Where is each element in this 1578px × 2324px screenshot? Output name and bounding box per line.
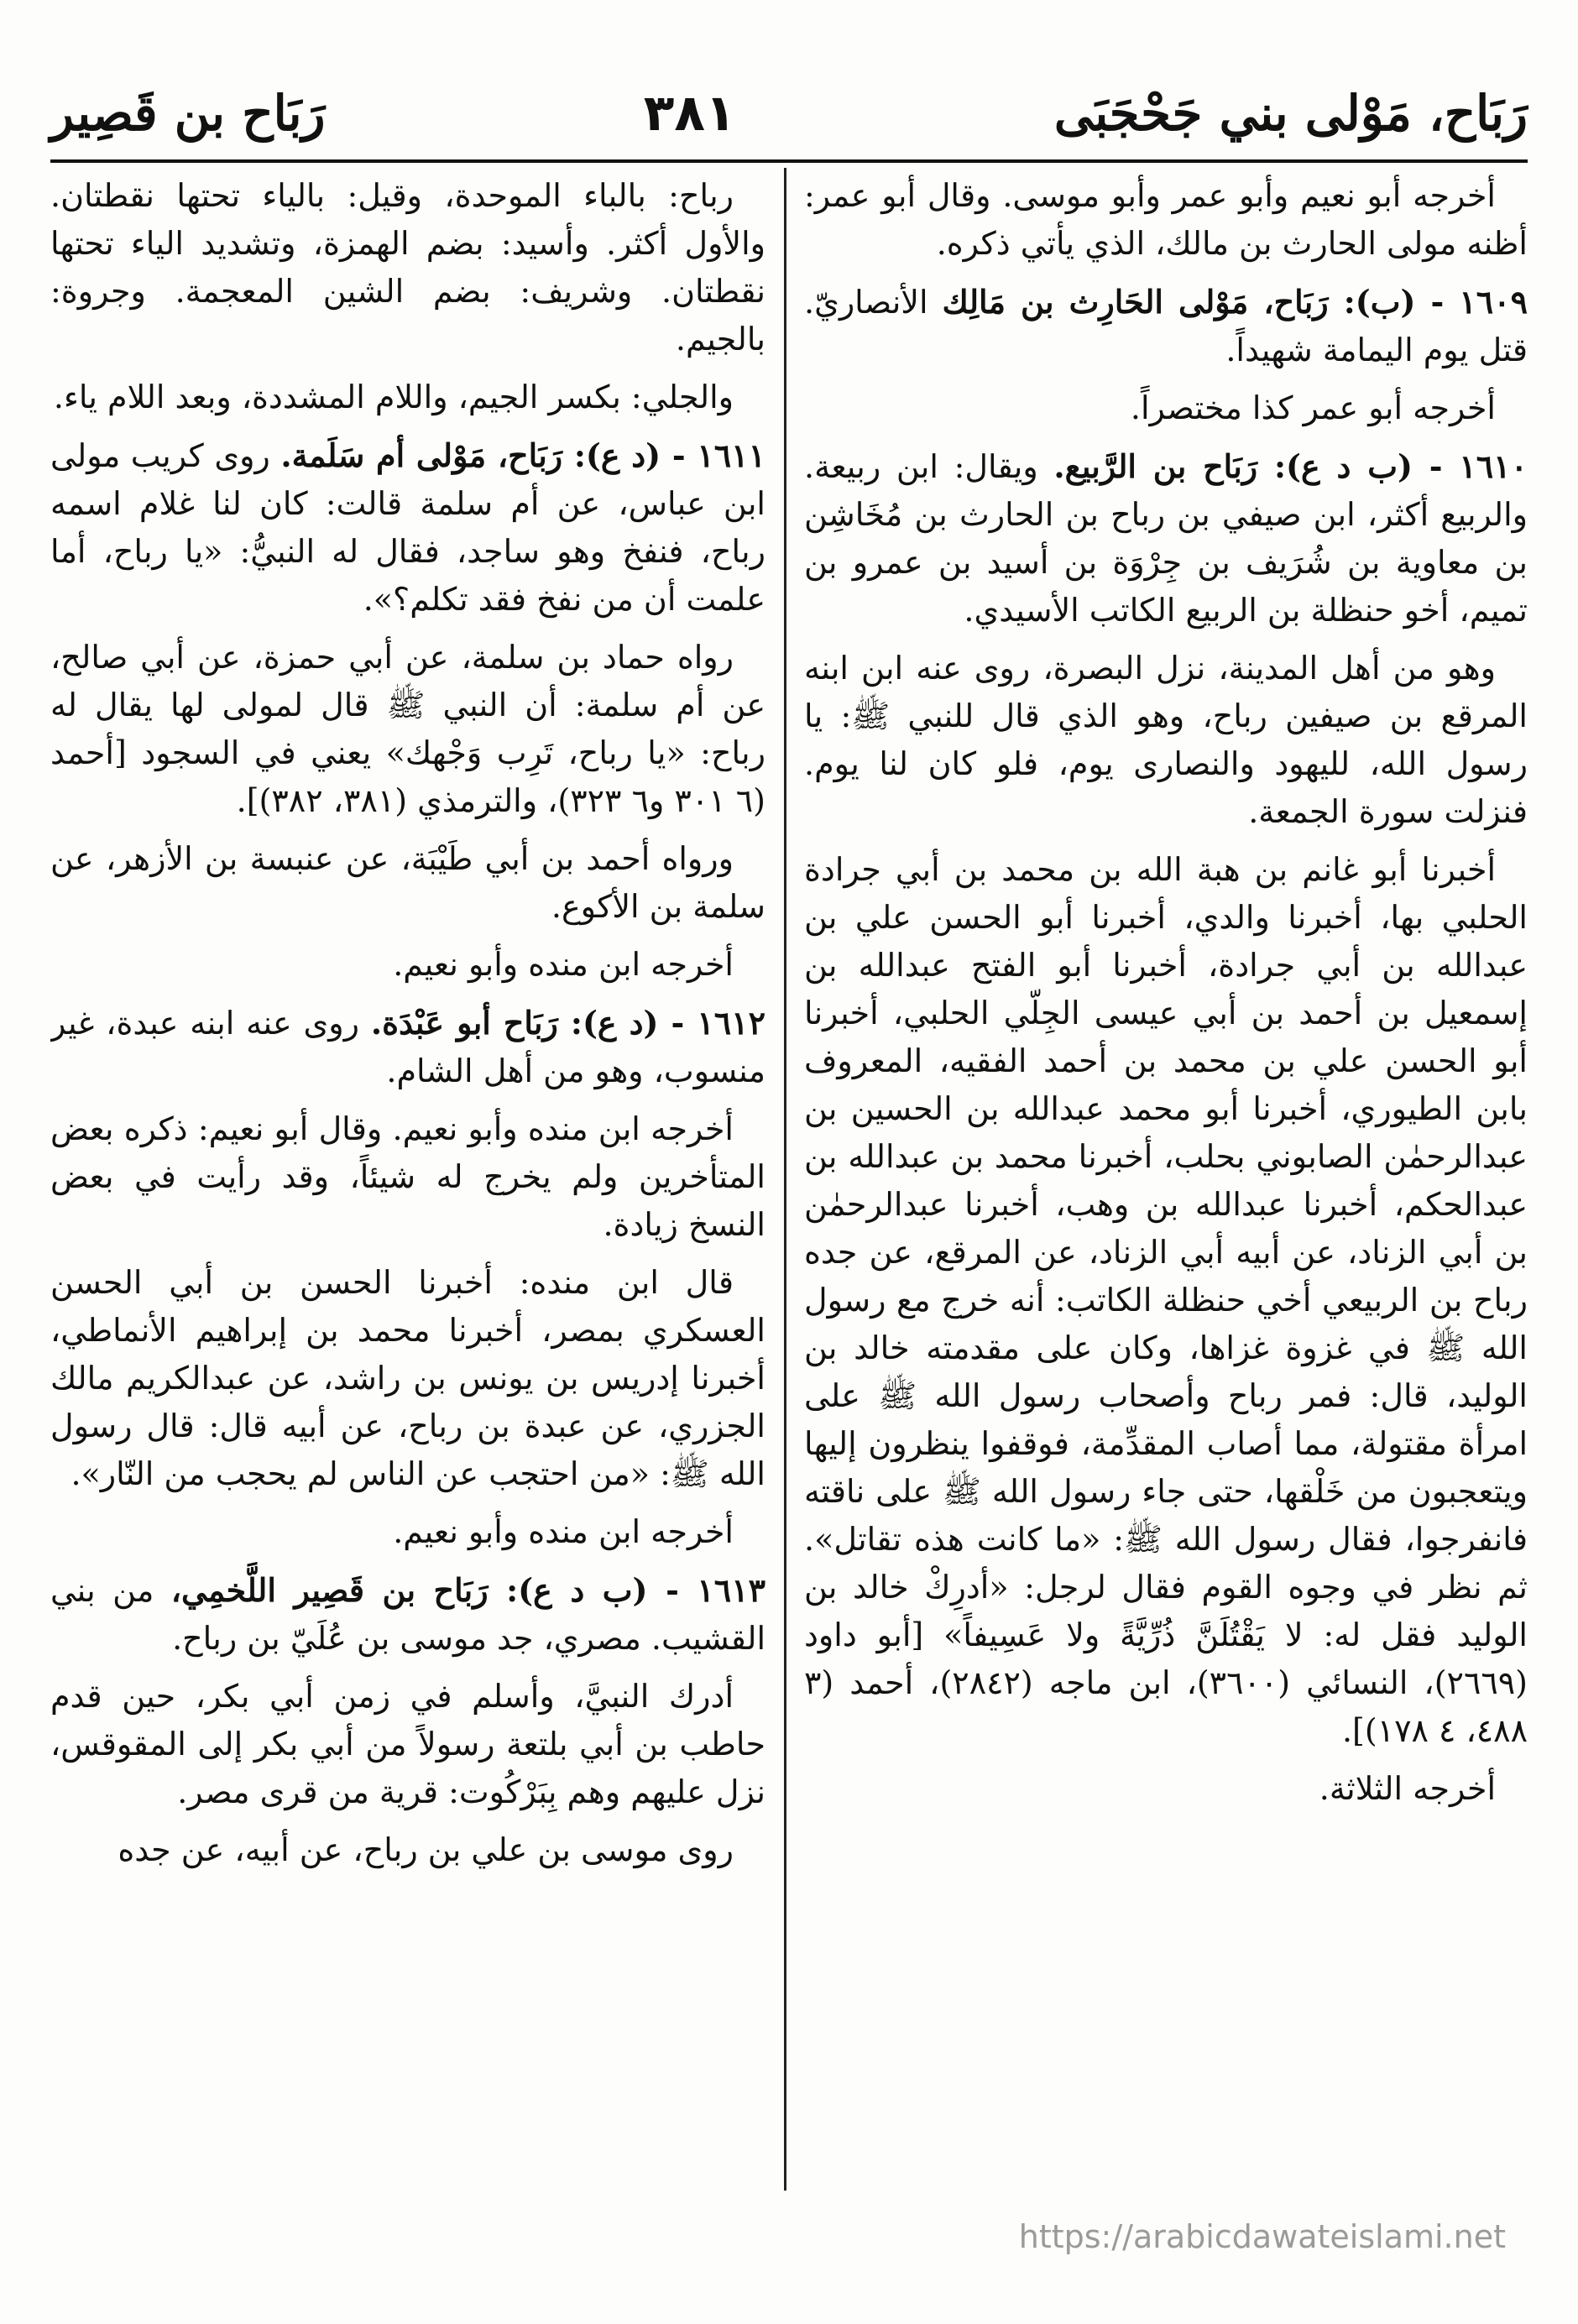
page-header: [50, 76, 1528, 151]
paragraph: [804, 172, 1528, 268]
entry-paragraph: [50, 999, 765, 1095]
entry-heading: ١٦١٠ - (ب د ع): رَبَاح بن الرَّبيع.: [1053, 447, 1528, 485]
paragraph-text: أخرجه ابن منده وأبو نعيم. وقال أبو نعيم: ذكره بعض المتأخرين ولم يخرج له شيئاً، وقد رأيت في بعض النسخ زيادة.: [50, 1110, 765, 1243]
paragraph-text: رباح: بالباء الموحدة، وقيل: بالياء تحتها نقطتان. والأول أكثر. وأسيد: بضم الهمزة، وتشديد الياء تحتها نقطتان. وشريف: بضم الشين المعجمة. وجروة: بالجيم.: [50, 177, 765, 358]
paragraph-text: والجلي: بكسر الجيم، واللام المشددة، وبعد اللام ياء.: [53, 379, 734, 415]
paragraph-text: روى كريب مولى ابن عباس، عن أم سلمة قالت: كان لنا غلام اسمه رباح، فنفخ وهو ساجد، فقال له النبيُّ: «يا رباح، أما علمت أن من نفخ فقد تكلم؟».: [50, 437, 765, 618]
paragraph-text: أدرك النبيَّ، وأسلم في زمن أبي بكر، حين قدم حاطب بن أبي بلتعة رسولاً من أبي بكر إلى المقوقس، نزل عليهم وهم بِبَرْكُوت: قرية من قرى مصر.: [50, 1678, 765, 1810]
paragraph-text: أخرجه ابن منده وأبو نعيم.: [393, 946, 734, 983]
paragraph: [50, 941, 765, 989]
paragraph: [50, 172, 765, 363]
page-number: ٣٨١: [643, 84, 736, 143]
entry-paragraph: [804, 278, 1528, 374]
paragraph: [50, 1826, 765, 1874]
entry-heading: ١٦١٣ - (ب د ع): رَبَاح بن قَصِير اللَّخمِي،: [170, 1571, 765, 1609]
paragraph-text: أخرجه أبو نعيم وأبو عمر وأبو موسى. وقال أبو عمر: أظنه مولى الحارث بن مالك، الذي يأتي ذكره.: [804, 177, 1528, 262]
right-column: [804, 172, 1528, 2212]
paragraph: [50, 634, 765, 825]
entry-paragraph: [50, 431, 765, 624]
paragraph-text: أخرجه أبو عمر كذا مختصراً.: [1130, 389, 1496, 426]
paragraph-text: أخرجه الثلاثة.: [1319, 1770, 1496, 1807]
paragraph: [50, 835, 765, 931]
paragraph: [50, 373, 765, 421]
paragraph-text: من بني القشيب. مصري، جد موسى بن عُلَيّ بن رباح.: [50, 1572, 765, 1657]
entry-paragraph: [804, 442, 1528, 635]
entry-heading: ١٦٠٩ - (ب): رَبَاح، مَوْلى الحَارِث بن مَالِك: [942, 283, 1528, 321]
header-rule: [50, 159, 1528, 163]
paragraph: [804, 1765, 1528, 1813]
running-title-left: رَبَاح بن قَصِير: [50, 85, 326, 142]
left-column: [50, 172, 765, 2212]
paragraph: [50, 1105, 765, 1249]
paragraph-text: وهو من أهل المدينة، نزل البصرة، روى عنه ابن ابنه المرقع بن صيفين رباح، وهو الذي قال للنبي ﷺ: يا رسول الله، لليهود والنصارى يوم، فلو كان لنا يوم. فنزلت سورة الجمعة.: [804, 650, 1528, 830]
column-divider: [784, 168, 786, 2191]
paragraph-text: ويقال: ابن ربيعة. والربيع أكثر، ابن صيفي بن رباح بن الحارث بن مُخَاشِن بن معاوية بن شُرَيف بن جِرْوَة بن أسيد بن عمرو بن تميم، أخو حنظلة بن الربيع الكاتب الأسيدي.: [804, 448, 1528, 629]
paragraph: [804, 384, 1528, 432]
running-title-right: رَبَاح، مَوْلى بني جَحْجَبَى: [1053, 85, 1528, 142]
paragraph: [804, 645, 1528, 836]
paragraph-text: روى موسى بن علي بن رباح، عن أبيه، عن جده: [118, 1831, 734, 1868]
paragraph: [804, 846, 1528, 1755]
paragraph-text: ورواه أحمد بن أبي طَيْبَة، عن عنبسة بن الأزهر، عن سلمة بن الأكوع.: [50, 840, 765, 925]
paragraph-text: الأنصاريّ. قتل يوم اليمامة شهيداً.: [804, 284, 1528, 368]
entry-heading: ١٦١١ - (د ع): رَبَاح، مَوْلى أم سَلَمة.: [280, 436, 765, 474]
site-watermark[interactable]: https://arabicdawateislami.net: [1018, 2218, 1506, 2255]
paragraph-text: أخرجه ابن منده وأبو نعيم.: [393, 1513, 734, 1550]
entry-heading: ١٦١٢ - (د ع): رَبَاح أبو عَبْدَة.: [370, 1004, 765, 1042]
paragraph-text: رواه حماد بن سلمة، عن أبي حمزة، عن أبي صالح، عن أم سلمة: أن النبي ﷺ قال لمولى لها يقال له رباح: «يا رباح، تَرِب وَجْهك» يعني في السجود [أحمد (٦ ٣٠١ و٦ ٣٢٣)، والترمذي (٣٨١، ٣٨٢)].: [50, 639, 765, 819]
paragraph: [50, 1673, 765, 1816]
paragraph-text: أخبرنا أبو غانم بن هبة الله بن محمد بن أبي جرادة الحلبي بها، أخبرنا والدي، أخبرنا أبو الحسن علي بن عبدالله بن أبي جرادة، أخبرنا أبو الفتح عبدالله بن إسمعيل بن أحمد بن أبي عيسى الجِلّي الحلبي، أخبرنا أبو الحسن علي بن محمد بن أحمد الفقيه، المعروف بابن الطيوري، أخبرنا أبو محمد عبدالله بن الحسين بن عبدالرحمٰن الصابوني بحلب، أخبرنا محمد بن عبدالله بن عبدالحكم، أخبرنا عبدالله بن وهب، أخبرنا عبدالرحمٰن بن أبي الزناد، عن أبيه أبي الزناد، عن المرقع، عن جده رباح بن الربيعي أخي حنظلة الكاتب: أنه خرج مع رسول الله ﷺ في غزوة غزاها، وكان على مقدمته خالد بن الوليد، قال: فمر رباح وأصحاب رسول الله ﷺ على امرأة مقتولة، مما أصاب المقدِّمة، فوقفوا ينظرون إليها ويتعجبون من خَلْقها، حتى جاء رسول الله ﷺ على ناقته فانفرجوا، فقال رسول الله ﷺ: «ما كانت هذه تقاتل». ثم نظر في وجوه القوم فقال لرجل: «أدرِكْ خالد بن الوليد فقل له: لا يَقْتُلَنَّ ذُرِّيَّةً ولا عَسِيفاً» [أبو داود (٢٦٦٩)، النسائي (٣٦٠٠)، ابن ماجه (٢٨٤٢)، أحمد (٣ ٤٨٨، ٤ ١٧٨)].: [804, 851, 1528, 1749]
paragraph-text: قال ابن منده: أخبرنا الحسن بن أبي الحسن العسكري بمصر، أخبرنا محمد بن إبراهيم الأنماطي، أخبرنا إدريس بن يونس بن راشد، عن عبدالكريم مالك الجزري، عن عبدة بن رباح، عن أبيه قال: قال رسول الله ﷺ: «من احتجب عن الناس لم يحجب من النّار».: [50, 1264, 765, 1492]
paragraph-text: روى عنه ابنه عبدة، غير منسوب، وهو من أهل الشام.: [50, 1005, 765, 1089]
paragraph: [50, 1259, 765, 1498]
entry-paragraph: [50, 1566, 765, 1663]
paragraph: [50, 1508, 765, 1556]
